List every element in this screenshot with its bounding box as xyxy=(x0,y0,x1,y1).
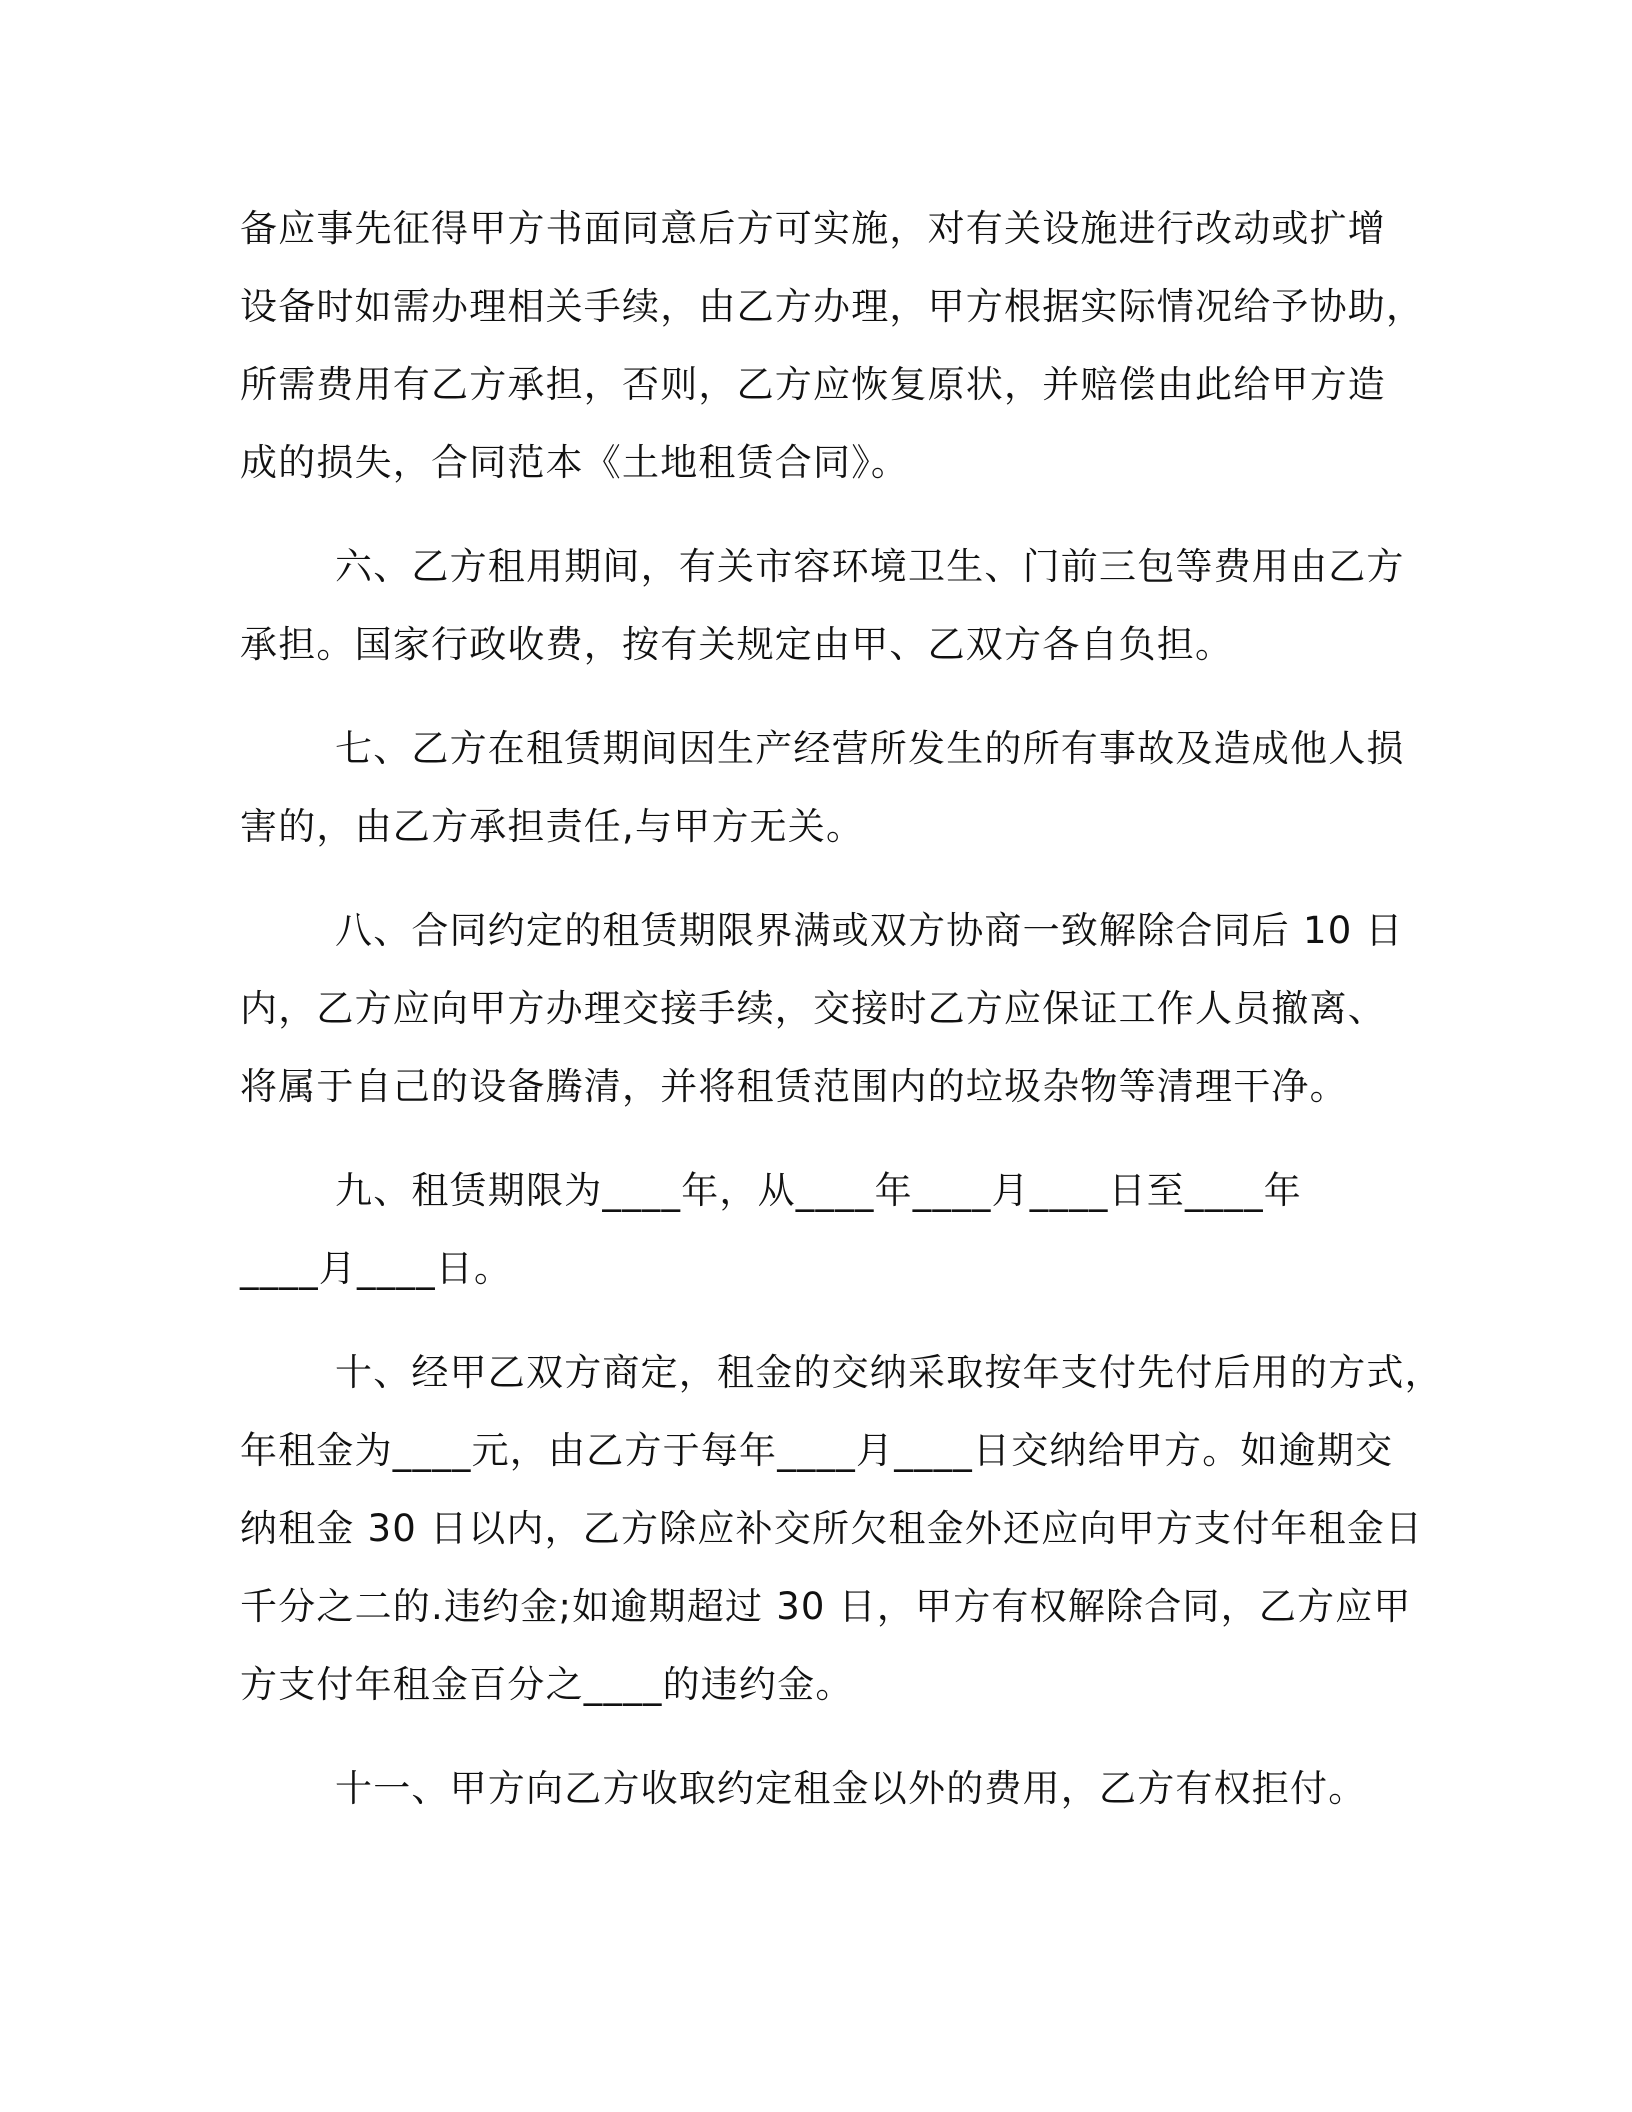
document-body xyxy=(240,190,1443,1828)
text-line: 七、乙方在租赁期间因生产经营所发生的所有事故及造成他人损 xyxy=(335,727,1405,770)
text-line: 十一、甲方向乙方收取约定租金以外的费用，乙方有权拒付。 xyxy=(335,1767,1367,1810)
clause-six xyxy=(240,528,1410,684)
text-line: 将属于自己的设备腾清，并将租赁范围内的垃圾杂物等清理干净。 xyxy=(240,1065,1348,1108)
text-line: 害的，由乙方承担责任,与甲方无关。 xyxy=(240,805,865,848)
clause-nine xyxy=(240,1152,1410,1308)
text-line: 千分之二的.违约金;如逾期超过 30 日，甲方有权解除合同，乙方应甲 xyxy=(240,1585,1412,1628)
clause-eleven xyxy=(240,1750,1410,1828)
text-line: 九、租赁期限为____年，从____年____月____日至____年 xyxy=(335,1169,1302,1212)
text-line: 八、合同约定的租赁期限界满或双方协商一致解除合同后 10 日 xyxy=(335,909,1404,952)
text-line: 方支付年租金百分之____的违约金。 xyxy=(240,1663,854,1706)
text-line: 内，乙方应向甲方办理交接手续，交接时乙方应保证工作人员撤离、 xyxy=(240,987,1386,1030)
text-line: ____月____日。 xyxy=(240,1247,513,1290)
clause-seven xyxy=(240,710,1410,866)
text-line: 设备时如需办理相关手续，由乙方办理，甲方根据实际情况给予协助， xyxy=(240,285,1425,328)
clause-eight xyxy=(240,892,1410,1126)
text-line: 年租金为____元，由乙方于每年____月____日交纳给甲方。如逾期交 xyxy=(240,1429,1394,1472)
text-line: 纳租金 30 日以内，乙方除应补交所欠租金外还应向甲方支付年租金日 xyxy=(240,1507,1424,1550)
text-line: 十、经甲乙双方商定，租金的交纳采取按年支付先付后用的方式， xyxy=(335,1351,1443,1394)
text-line: 所需费用有乙方承担，否则，乙方应恢复原状，并赔偿由此给甲方造 xyxy=(240,363,1386,406)
clause-ten xyxy=(240,1334,1443,1724)
paragraph-continuation xyxy=(240,190,1425,502)
text-line: 备应事先征得甲方书面同意后方可实施，对有关设施进行改动或扩增 xyxy=(240,207,1386,250)
text-line: 六、乙方租用期间，有关市容环境卫生、门前三包等费用由乙方 xyxy=(335,545,1405,588)
text-line: 承担。国家行政收费，按有关规定由甲、乙双方各自负担。 xyxy=(240,623,1234,666)
text-line: 成的损失，合同范本《土地租赁合同》。 xyxy=(240,441,910,484)
